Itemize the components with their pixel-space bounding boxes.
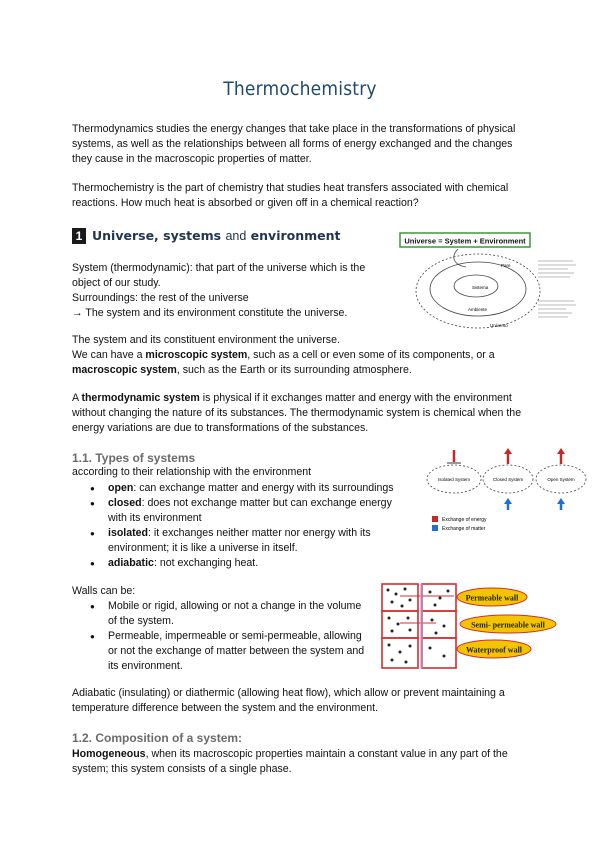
system-def-line-2: object of our study. [72, 277, 161, 289]
label-closed: Closed System [492, 477, 524, 482]
section-1-paragraph-a: The system and its constituent environment the universe. [72, 334, 340, 346]
section-1-heading [92, 228, 341, 244]
types-subtitle: according to their relationship with the environment [72, 466, 312, 478]
system-definition [72, 261, 392, 321]
system-def-line-1: System (thermodynamic): that part of the universe which is the [72, 262, 366, 274]
list-item: ● adiabatic: not exchanging heat. [90, 556, 410, 571]
universe-def: → The system and its environment constitute the universe. [72, 307, 348, 319]
list-item: ● Mobile or rigid, allowing or not a change in the volume of the system. [90, 599, 370, 629]
permeable-wall-label: Permeable wall [465, 593, 519, 603]
label-universe: Universo [490, 323, 508, 328]
system-types-list [90, 481, 410, 571]
label-isolated: Isolated System [437, 477, 471, 482]
surroundings-def: Surroundings: the rest of the universe [72, 292, 249, 304]
page-title: Thermochemistry [223, 78, 377, 100]
waterproof-wall-label: Waterproof wall [465, 645, 523, 655]
homogeneous-paragraph: Homogeneous, when its macroscopic properties maintain a constant value in any part of the system; this system consists of a single phase. [72, 748, 508, 775]
label-system: Sistema [472, 285, 489, 290]
label-environment: Ambiente [468, 307, 488, 312]
term-homogeneous: Homogeneous [72, 748, 146, 760]
legend-matter-label: Exchange of matter [442, 526, 486, 532]
section-1-paragraph-b: We can have a microscopic system, such as a cell or even some of its components, or a macroscopic system, such as the Earth or its surrounding atmosphere. [72, 349, 495, 376]
universe-diagram [398, 231, 583, 331]
list-item: ● closed: does not exchange matter but can exchange energy with its environment [90, 496, 410, 526]
legend-energy-swatch [432, 516, 438, 522]
intro-paragraph-2: Thermochemistry is the part of chemistry that studies heat transfers associated with chemical reactions. How much heat is absorbed or given off in a chemical reaction? [72, 182, 509, 209]
membrane [420, 584, 423, 668]
isolated-system-diagram [427, 450, 481, 493]
closed-system-diagram [483, 448, 533, 510]
legend-matter-swatch [432, 525, 438, 531]
walls-list [90, 599, 370, 674]
label-open: Open System [547, 477, 575, 482]
walls-diagram [380, 582, 580, 670]
open-system-diagram [536, 448, 586, 510]
semi-permeable-wall-label: Semi- permeable wall [471, 620, 545, 630]
universe-header-text: Universe = System + Environment [404, 236, 526, 246]
legend-energy-label: Exchange of energy [442, 517, 487, 523]
intro-paragraph-1: Thermodynamics studies the energy changes that take place in the transformations of physical systems, as well as the relationships between all forms of energy exchanged and the changes they cause in the macroscopic properties of matter. [72, 123, 516, 165]
term-thermodynamic-system: thermodynamic system [81, 392, 200, 404]
universe-ellipse [416, 254, 540, 328]
list-item: ● open: can exchange matter and energy with its surroundings [90, 481, 410, 496]
section-1-title-and: and [225, 229, 247, 243]
section-1-title-a: Universe, systems [92, 228, 222, 243]
list-item: ● Permeable, impermeable or semi-permeable, allowing or not the exchange of matter between the system and its environment. [90, 629, 370, 674]
walls-intro: Walls can be: [72, 585, 136, 597]
section-1-2-heading: 1.2. Composition of a system: [72, 731, 243, 745]
label-para: Pare [501, 263, 511, 268]
section-1-1-heading: 1.1. Types of systems [72, 451, 196, 465]
system-types-diagram [418, 444, 590, 534]
adiabatic-paragraph: Adiabatic (insulating) or diathermic (allowing heat flow), which allow or prevent maintaining a temperature difference between the system and the environment. [72, 687, 505, 714]
term-microscopic-system: microscopic system [145, 349, 248, 361]
section-number-badge: 1 [72, 228, 86, 244]
section-1-title-b: environment [250, 228, 341, 243]
annotation-lines [538, 261, 576, 317]
thermodynamic-system-paragraph: A thermodynamic system is physical if it exchanges matter and energy with the environment without changing the nature of its substances. The thermodynamic system is chemical when the energy variations are due to transformations of the substances. [72, 392, 522, 434]
list-item: ● isolated: it exchanges neither matter nor energy with its environment; it is like a universe in itself. [90, 526, 410, 556]
term-macroscopic-system: macroscopic system [72, 364, 177, 376]
